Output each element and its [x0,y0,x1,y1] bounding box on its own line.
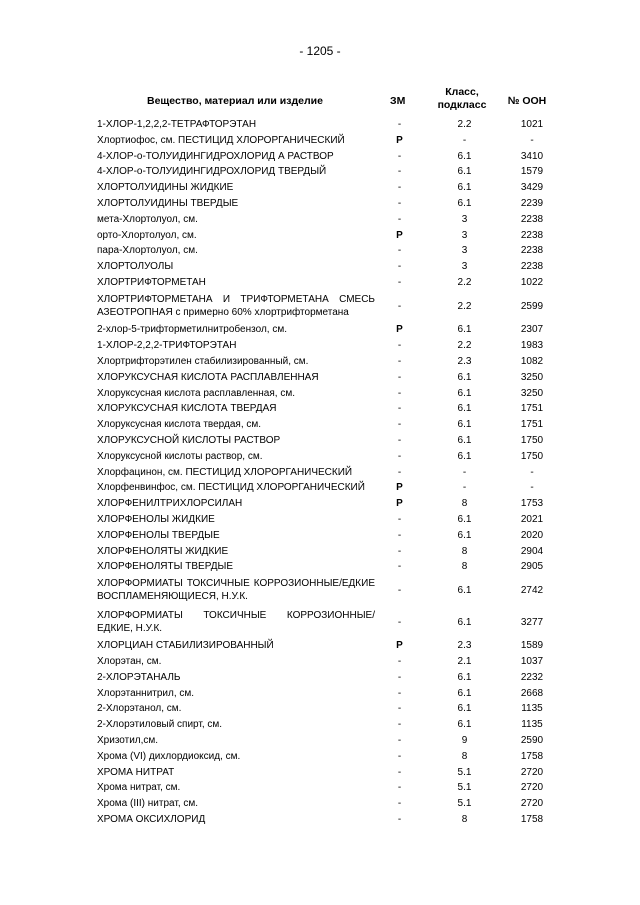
substance-name: ХЛОРТРИФТОРМЕТАН [97,276,206,288]
em-mark: - [397,719,402,731]
hazard-class: 6.1 [457,182,472,194]
table-row [97,417,557,433]
hazard-class: 2.2 [457,300,472,312]
em-mark: - [397,766,402,778]
table-row [97,449,557,465]
hazard-class: 6.1 [457,585,472,596]
un-number: 2307 [520,324,544,336]
un-number: 2720 [520,798,544,810]
table-row [97,370,557,386]
em-mark: - [397,513,402,525]
substance-name: ХЛОРУКСУСНАЯ КИСЛОТА ТВЕРДАЯ [97,403,277,415]
hazard-class: 8 [461,498,468,510]
substance-name: 1-ХЛОР-1,2,2,2-ТЕТРАФТОРЭТАН [97,119,257,130]
substance-name: орто-Хлортолуол, см. [97,229,197,241]
un-number: 1135 [521,719,543,731]
em-mark: - [397,166,402,178]
hazard-class: 6.1 [457,150,472,162]
table-row [97,796,557,812]
hazard-class: 2.2 [457,276,472,288]
substance-name: Хлоруксусная кислота расплавленная, см. [97,387,295,399]
un-number: 1753 [520,498,544,510]
table-row [97,354,557,370]
substance-name: ХЛОРУКСУСНОЙ КИСЛОТЫ РАСТВОР [97,434,281,446]
substance-name: ХЛОРФЕНИЛТРИХЛОРСИЛАН [97,498,243,510]
table-row [97,512,557,528]
em-mark: - [397,561,402,573]
table-row [97,117,557,133]
un-number: 3250 [520,371,544,383]
hazard-class: 6.1 [457,719,472,731]
hazard-class: 6.1 [457,434,472,446]
un-number: 2020 [520,529,544,541]
substance-name: ХЛОРФОРМИАТЫ ТОКСИЧНЫЕ КОРРОЗИОННЫЕ/ЕДКИЕ, Н.У.К. [97,609,375,634]
substance-name: ХЛОРФЕНОЛЯТЫ ЖИДКИЕ [97,545,229,557]
hazard-class: 5.1 [457,798,472,810]
hazard-class: - [462,134,467,146]
substance-name: Хлортиофос, см. ПЕСТИЦИД ХЛОРОРГАНИЧЕСКИЙ [97,134,345,146]
table-row [97,433,557,449]
header-un-number: № ООН [507,95,547,107]
table-row [97,544,557,560]
substance-name: 2-Хлорэтиловый спирт, см. [97,719,223,731]
substance-name: ХЛОРЦИАН СТАБИЛИЗИРОВАННЫЙ [97,640,274,652]
hazard-class: - [462,482,467,494]
table-row [97,180,557,196]
hazard-class: 5.1 [457,766,472,778]
table-row [97,765,557,781]
header-class-line1: Класс, [445,86,479,98]
em-mark: - [397,466,402,478]
substance-name: ХЛОРТОЛУОЛЫ [97,261,174,273]
table-row [97,149,557,165]
page-number: - 1205 - [299,44,341,58]
em-mark: - [397,150,402,162]
em-mark: - [397,529,402,541]
un-number: 1751 [520,403,544,415]
substance-name: Хлортрифторэтилен стабилизированный, см. [97,355,309,367]
hazard-class: 2.3 [457,640,472,652]
substance-name: Хризотил,см. [97,735,159,747]
un-number: 2720 [520,766,544,778]
table-body [97,117,557,828]
substance-name: ХЛОРТОЛУИДИНЫ ЖИДКИЕ [97,182,234,194]
table-row [97,701,557,717]
substance-name: ХЛОРФЕНОЛЫ ТВЕРДЫЕ [97,529,220,541]
un-number: 2238 [520,229,544,241]
hazard-class: 2.2 [457,340,472,352]
table-row [97,338,557,354]
substance-name: ХЛОРТОЛУИДИНЫ ТВЕРДЫЕ [97,197,239,209]
em-mark: Р [396,134,403,146]
em-mark: - [397,403,402,415]
substance-name: ХЛОРТРИФТОРМЕТАНА И ТРИФТОРМЕТАНА СМЕСЬ АЗЕОТРОПНАЯ с примерно 60% хлортрифторметана [97,293,375,318]
table-row [97,559,557,575]
substance-name: 4-ХЛОР-о-ТОЛУИДИНГИДРОХЛОРИД А РАСТВОР [97,150,334,162]
substance-name: ХЛОРФЕНОЛЯТЫ ТВЕРДЫЕ [97,561,233,573]
table-row [97,496,557,512]
substance-name: ХЛОРФЕНОЛЫ ЖИДКИЕ [97,513,215,525]
table-row [97,465,557,481]
un-number: - [530,134,534,146]
substance-name: Хрома (III) нитрат, см. [97,798,199,810]
substance-name: ХРОМА ОКСИХЛОРИД [97,814,206,826]
em-mark: - [397,419,402,431]
hazard-class: 2.3 [457,355,472,367]
hazard-class: 6.1 [457,403,472,415]
table-row [97,528,557,544]
table-row [97,322,557,338]
substance-name: Хлорфенвинфос, см. ПЕСТИЦИД ХЛОРОРГАНИЧЕСКИЙ [97,482,365,494]
em-mark: - [397,656,402,668]
hazard-class: 8 [461,750,468,762]
table-row [97,212,557,228]
hazard-class: 3 [461,261,468,273]
em-mark: - [397,450,402,462]
table-row [97,291,557,323]
table-row [97,133,557,149]
em-mark: Р [396,324,403,336]
hazard-class: 6.1 [457,616,472,628]
hazard-class: 6.1 [457,387,472,399]
table-row [97,654,557,670]
substance-name: Хлорфацинон, см. ПЕСТИЦИД ХЛОРОРГАНИЧЕСКИЙ [97,466,353,478]
em-mark: - [397,119,402,130]
un-number: 1750 [520,450,544,462]
em-mark: - [397,735,402,747]
substance-name: Хрома нитрат, см. [97,782,181,794]
un-number: 2905 [520,561,544,573]
table-row [97,401,557,417]
un-number: 1579 [520,166,544,178]
em-mark: - [397,545,402,557]
em-mark: - [397,703,402,715]
un-number: 2238 [520,261,544,273]
hazard-class: 6.1 [457,419,472,431]
un-number: 2720 [520,782,544,794]
un-number: 2021 [520,513,544,525]
un-number: 2238 [520,245,544,257]
substance-name: 1-ХЛОР-2,2,2-ТРИФТОРЭТАН [97,340,237,352]
em-mark: - [397,300,402,312]
table-row [97,275,557,291]
table-row [97,243,557,259]
table-row [97,480,557,496]
em-mark: - [397,182,402,194]
un-number: 2239 [520,197,544,209]
em-mark: - [397,387,402,399]
em-mark: - [397,814,402,826]
substance-name: Хлорэтан, см. [97,656,162,668]
em-mark: - [397,434,402,446]
hazard-class: 8 [461,561,468,573]
table-row [97,638,557,654]
em-mark: - [397,340,402,352]
em-mark: - [397,355,402,367]
hazard-class: 6.1 [457,529,472,541]
substance-name: 2-хлор-5-трифторметилнитробензол, см. [97,324,287,336]
un-number: 2238 [520,213,544,225]
em-mark: Р [396,498,403,510]
table-row [97,812,557,828]
hazard-class: 6.1 [457,197,472,209]
hazard-class: 6.1 [457,687,472,699]
table-row [97,670,557,686]
em-mark: Р [396,640,403,652]
substance-name: Хлоруксусная кислота твердая, см. [97,419,262,431]
table-row [97,717,557,733]
table-row [97,228,557,244]
un-number: - [530,466,534,478]
un-number: 1758 [520,750,544,762]
em-mark: - [397,197,402,209]
un-number: 2904 [520,545,544,557]
un-number: 1983 [520,340,544,352]
em-mark: - [397,371,402,383]
header-em: ЗМ [390,95,406,107]
table-header [97,84,557,114]
hazard-class: 6.1 [457,671,472,683]
substance-name: ХЛОРУКСУСНАЯ КИСЛОТА РАСПЛАВЛЕННАЯ [97,371,319,383]
substance-name: ХЛОРФОРМИАТЫ ТОКСИЧНЫЕ КОРРОЗИОННЫЕ/ЕДКИЕ ВОСПЛАМЕНЯЮЩИЕСЯ, Н.У.К. [97,578,375,603]
un-number: 1082 [520,355,544,367]
substance-name: Хлорэтаннитрил, см. [97,687,195,699]
em-mark: Р [396,482,403,494]
un-number: 1750 [520,434,544,446]
un-number: 1022 [520,276,544,288]
em-mark: - [397,782,402,794]
un-number: 2590 [520,735,544,747]
un-number: 3277 [520,616,544,628]
un-number: 2742 [520,585,544,596]
table-row [97,164,557,180]
un-number: 3410 [520,150,544,162]
hazard-class: 6.1 [457,371,472,383]
substance-name: мета-Хлортолуол, см. [97,213,198,225]
table-row [97,686,557,702]
hazard-class: 6.1 [457,450,472,462]
hazard-class: 2.2 [457,119,472,130]
hazard-class: 8 [461,545,468,557]
substance-name: ХРОМА НИТРАТ [97,766,175,778]
table-row [97,733,557,749]
un-number: 1135 [521,703,543,715]
table-row [97,780,557,796]
em-mark: - [397,687,402,699]
un-number: 1021 [520,119,544,130]
table-row [97,259,557,275]
hazard-class: 8 [461,814,468,826]
hazard-class: 6.1 [457,166,472,178]
em-mark: - [397,213,402,225]
em-mark: - [397,585,402,596]
table-row [97,196,557,212]
substance-name: 4-ХЛОР-о-ТОЛУИДИНГИДРОХЛОРИД ТВЕРДЫЙ [97,166,327,178]
em-mark: - [397,798,402,810]
hazard-class: 3 [461,229,468,241]
table-row [97,749,557,765]
header-class-line2: подкласс [437,99,487,111]
substance-name: Хрома (VI) дихлордиоксид, см. [97,750,241,762]
hazard-class: 6.1 [457,703,472,715]
un-number: 1037 [520,656,544,668]
hazard-class: 6.1 [457,513,472,525]
em-mark: - [397,616,402,628]
hazard-class: 3 [461,213,468,225]
em-mark: - [397,245,402,257]
hazard-class: 5.1 [457,782,472,794]
substance-name: пара-Хлортолуол, см. [97,245,198,257]
un-number: 2668 [520,687,544,699]
hazard-class: 6.1 [457,324,472,336]
un-number: 2232 [520,671,544,683]
un-number: 3429 [520,182,544,194]
hazard-class: 2.1 [457,656,472,668]
table-row [97,607,557,639]
em-mark: Р [396,229,403,241]
un-number: 1589 [520,640,544,652]
hazard-class: - [462,466,467,478]
em-mark: - [397,276,402,288]
un-number: 1751 [520,419,544,431]
header-substance: Вещество, материал или изделие [147,95,323,107]
substance-name: 2-ХЛОРЭТАНАЛЬ [97,671,181,683]
em-mark: - [397,750,402,762]
un-number: 1758 [520,814,544,826]
table-row [97,575,557,607]
un-number: - [530,482,534,494]
em-mark: - [397,261,402,273]
hazard-class: 3 [461,245,468,257]
table-row [97,386,557,402]
un-number: 3250 [520,387,544,399]
substance-name: Хлоруксусной кислоты раствор, см. [97,450,263,462]
substance-name: 2-Хлорэтанол, см. [97,703,182,715]
hazard-class: 9 [461,735,468,747]
em-mark: - [397,671,402,683]
un-number: 2599 [520,300,544,312]
